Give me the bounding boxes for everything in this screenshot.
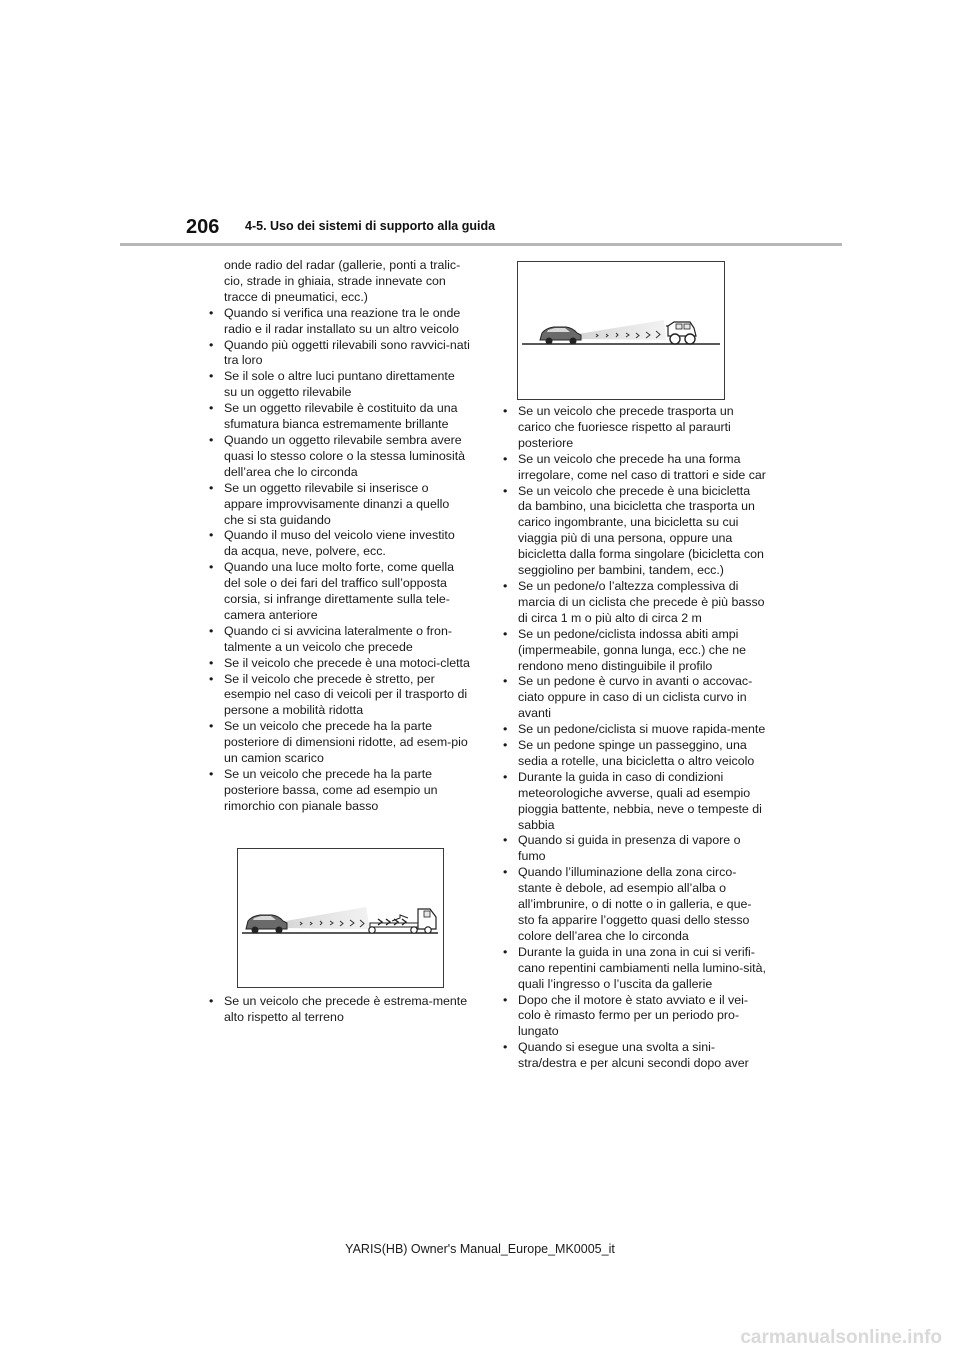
list-item: • Quando più oggetti rilevabili sono ravvici-nati tra loro — [202, 338, 470, 370]
list-item: • Se un veicolo che precede è estrema-mente alto rispetto al terreno — [202, 994, 470, 1026]
list-item: • Se un pedone/ciclista indossa abiti ampi (impermeabile, gonna lunga, ecc.) che ne rendono meno distinguibile il profilo — [496, 627, 766, 675]
list-item: • Quando un oggetto rilevabile sembra avere quasi lo stesso colore o la stessa luminosità dell’area che lo circonda — [202, 433, 470, 481]
list-item: • Se un oggetto rilevabile si inserisce o appare improvvisamente dinanzi a quello che si sta guidando — [202, 481, 470, 529]
right-bullet-list — [496, 404, 766, 1072]
list-item: • Dopo che il motore è stato avviato e il vei-colo è rimasto fermo per un periodo pro-lungato — [496, 993, 766, 1041]
list-item: • Durante la guida in caso di condizioni meteorologiche avverse, quali ad esempio pioggia battente, nebbia, neve o tempeste di sabbia — [496, 770, 766, 834]
list-item: • Quando il muso del veicolo viene investito da acqua, neve, polvere, ecc. — [202, 528, 470, 560]
page-number: 206 — [186, 216, 220, 238]
intro-continuation: onde radio del radar (gallerie, ponti a tralic-cio, strade in ghiaia, strade innevate con tracce di pneumatici, ecc.) — [224, 258, 461, 304]
list-item: • Durante la guida in una zona in cui si verifi-cano repentini cambiamenti nella lumino-sità, quali l’ingresso o l’uscita da gallerie — [496, 945, 766, 993]
list-item: • Se un veicolo che precede trasporta un carico che fuoriesce rispetto al paraurti posteriore — [496, 404, 766, 452]
list-item: • Se il sole o altre luci puntano direttamente su un oggetto rilevabile — [202, 369, 470, 401]
list-item: • Quando si verifica una reazione tra le onde radio e il radar installato su un altro veicolo — [202, 306, 470, 338]
right-column — [496, 404, 766, 1072]
list-item: • Se un pedone spinge un passeggino, una sedia a rotelle, una bicicletta o altro veicolo — [496, 738, 766, 770]
watermark: carmanualsonline.info — [740, 1327, 942, 1348]
left-bullet-list — [202, 306, 470, 815]
list-item: • Se un veicolo che precede ha la parte posteriore bassa, come ad esempio un rimorchio con pianale basso — [202, 767, 470, 815]
left-column-after-figure — [202, 994, 470, 1026]
tall-vehicle-figure — [517, 261, 725, 400]
list-item: • Quando si esegue una svolta a sini-stra/destra e per alcuni secondi dopo aver — [496, 1040, 766, 1072]
list-item: • Quando l’illuminazione della zona circo-stante è debole, ad esempio all’alba o all’imbrunire, o di notte o in galleria, e que-sto fa apparire l’oggetto quasi dello stesso colore dell’area che lo circonda — [496, 865, 766, 945]
list-item: • Se il veicolo che precede è una motoci-cletta — [202, 656, 470, 672]
list-item: • Quando ci si avvicina lateralmente o fron-talmente a un veicolo che precede — [202, 624, 470, 656]
list-item: • Se un pedone/ciclista si muove rapida-mente — [496, 722, 766, 738]
left-column — [202, 258, 470, 815]
left-bullet-list-continued — [202, 994, 470, 1026]
car-to-low-trailer-truck-illustration — [238, 849, 443, 987]
list-item: • Quando una luce molto forte, come quella del sole o dei fari del traffico sull’opposta corsia, si infrange direttamente sulla tele-camera anteriore — [202, 560, 470, 624]
car-to-tall-vehicle-illustration — [518, 262, 724, 399]
list-item: • Se un pedone/o l’altezza complessiva di marcia di un ciclista che precede è più basso di circa 1 m o più alto di circa 2 m — [496, 579, 766, 627]
list-item: • Se un oggetto rilevabile è costituito da una sfumatura bianca estremamente brillante — [202, 401, 470, 433]
list-item: • Quando si guida in presenza di vapore o fumo — [496, 833, 766, 865]
low-trailer-figure — [237, 848, 444, 988]
list-item: • Se un pedone è curvo in avanti o accovac-ciato oppure in caso di un ciclista curvo in avanti — [496, 674, 766, 722]
page-footer: YARIS(HB) Owner's Manual_Europe_MK0005_it — [345, 1242, 615, 1256]
header-divider — [120, 243, 842, 246]
list-item: • Se il veicolo che precede è stretto, per esempio nel caso di veicoli per il trasporto di persone a mobilità ridotta — [202, 672, 470, 720]
list-item: • Se un veicolo che precede è una bicicletta da bambino, una bicicletta che trasporta un carico ingombrante, una bicicletta su cui viaggia più di una persona, oppure una bicicletta dalla forma singolare (bicicletta con seggiolino per bambini, tandem, ecc.) — [496, 484, 766, 579]
list-item: • Se un veicolo che precede ha una forma irregolare, come nel caso di trattori e side car — [496, 452, 766, 484]
section-title: 4-5. Uso dei sistemi di supporto alla guida — [245, 219, 496, 233]
list-item: • Se un veicolo che precede ha la parte posteriore di dimensioni ridotte, ad esem-pio un camion scarico — [202, 719, 470, 767]
